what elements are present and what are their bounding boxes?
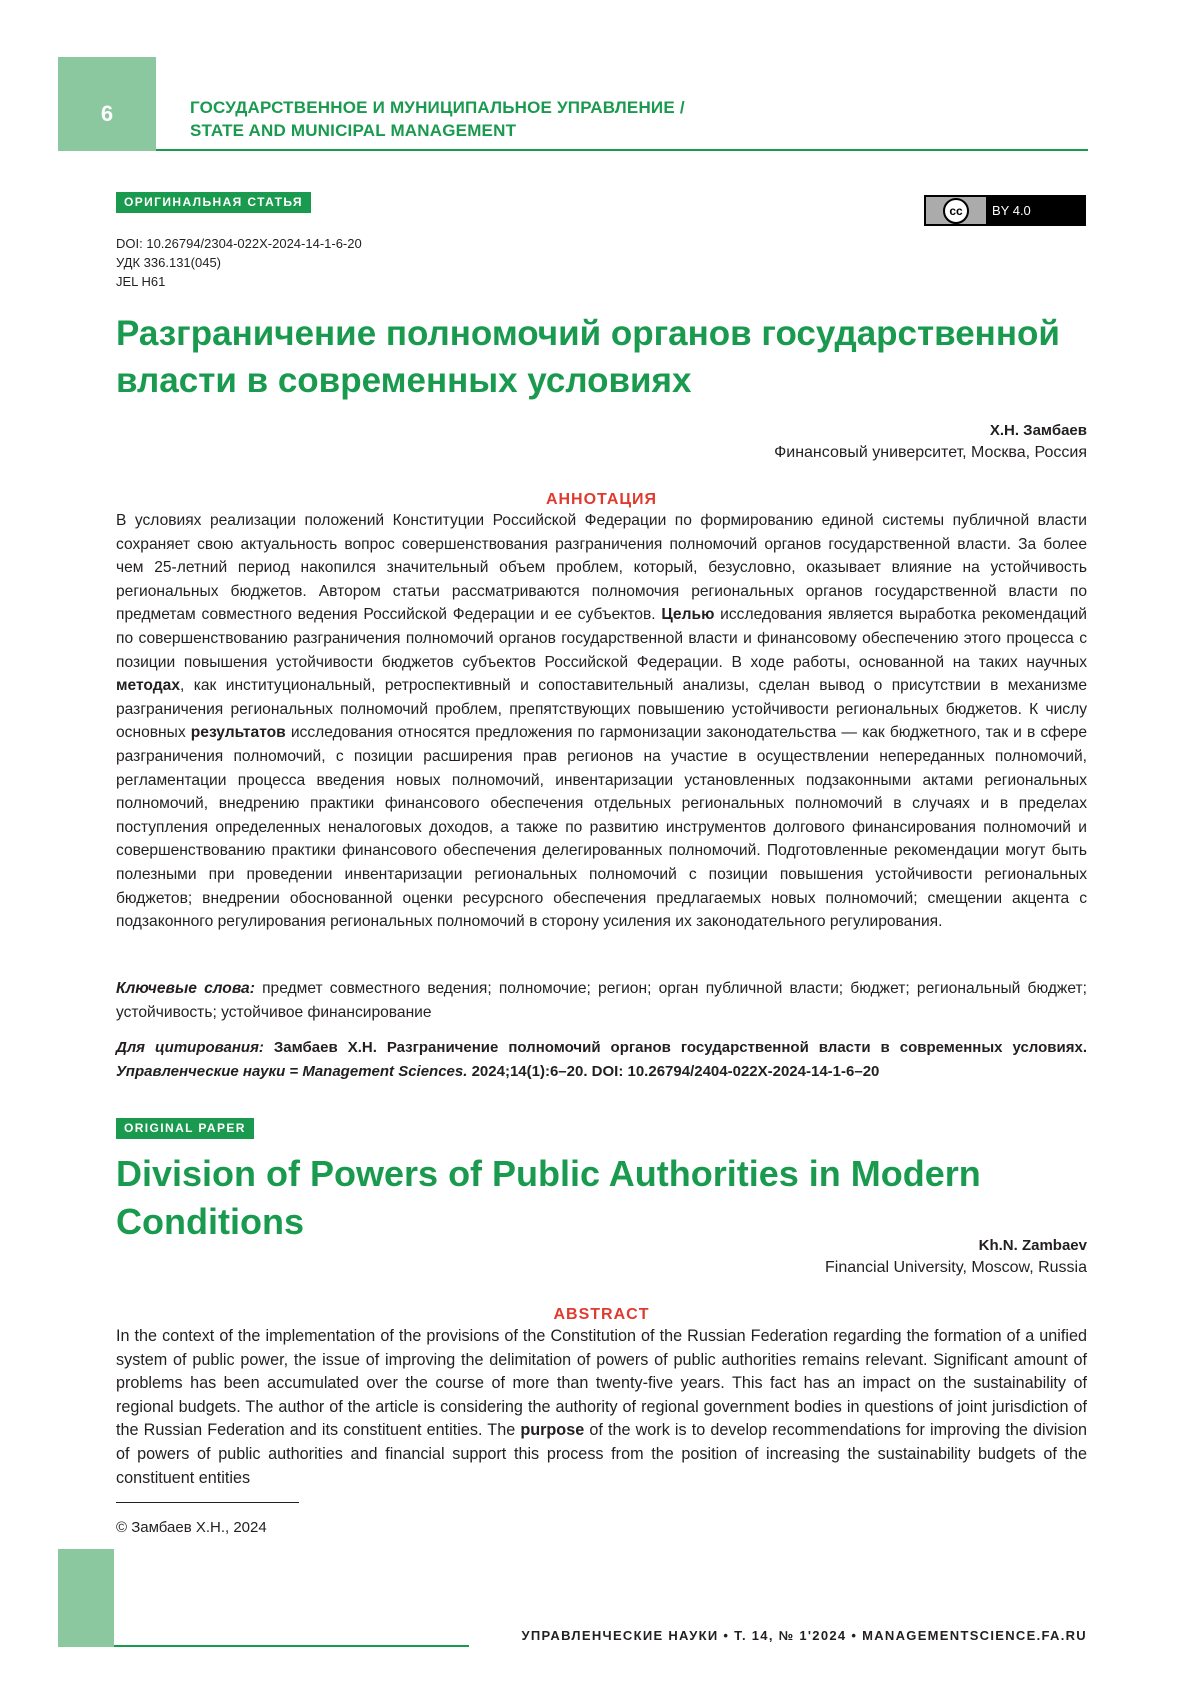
annotation-part-4: исследования относятся предложения по гармонизации законодательства — как бюджетного, так и в сфере разграничения полномочий, с позиции расширения прав регионов на участие в осуществлении непереданных полномочий, регламентации процесса введения новых полномочий, инвентаризации установленных подзаконными актами региональных полномочий, внедрению практики финансового обеспечения отдельных региональных полномочий в случаях и в пределах поступления определенных неналоговых доходов, а также по развитию инструментов долгового финансирования полномочий и совершенствованию практики финансового обеспечения делегированных полномочий. Подготовленные рекомендации могут быть полезными при проведении инвентаризации региональных полномочий с позиции повышения устойчивости региональных бюджетов; внедрении обоснованной оценки ресурсного обеспечения предлагаемых новых полномочий; смещении акцента с подзаконного регулирования региональных полномочий в сторону усиления их законодательного регулирования.	[116, 724, 1087, 931]
udk: УДК 336.131(045)	[116, 255, 222, 270]
abstract-part-1: In the context of the implementation of the provisions of the Constitution of the Russian Federation regarding the formation of a unified system of public power, the issue of improving the delimitation of powers of public authorities remains relevant. Significant amount of problems has been accumulated over the course of more than twenty-five years. This fact has an impact on the sustainability of regional budgets. The author of the article is considering the authority of regional government bodies in questions of joint jurisdiction of the Russian Federation and its constituent entities. The	[116, 1327, 1087, 1440]
citation-journal: Управленческие науки = Management Sciences.	[116, 1062, 468, 1080]
journal-section-heading	[190, 96, 1090, 142]
cc-license-badge[interactable]	[924, 195, 1086, 226]
footnote-divider	[116, 1502, 299, 1503]
author-block-en	[825, 1235, 1087, 1280]
citation-block	[116, 1036, 1087, 1083]
citation-text-2: 2024;14(1):6–20. DOI: 10.26794/2404-022X-2024-14-1-6–20	[467, 1062, 880, 1080]
article-type-badge-ru: ОРИГИНАЛЬНАЯ СТАТЬЯ	[116, 192, 311, 213]
annotation-part-2: исследования является выработка рекомендаций по совершенствованию разграничения полномочий органов государственной власти и финансовому обеспечению этого процесса с позиции повышения устойчивости бюджетов субъектов Российской Федерации. В ходе работы, основанной на таких научных	[116, 606, 1087, 671]
keywords-list: предмет совместного ведения; полномочие; регион; орган публичной власти; бюджет; региональный бюджет; устойчивость; устойчивое финансирование	[116, 980, 1087, 1021]
header-divider	[156, 149, 1088, 151]
author-block-ru	[774, 420, 1087, 465]
article-identifiers	[116, 234, 362, 291]
article-title-ru: Разграничение полномочий органов государственной власти в современных условиях	[116, 314, 1060, 400]
running-footer: УПРАВЛЕНЧЕСКИЕ НАУКИ • Т. 14, № 1'2024 • MANAGEMENTSCIENCE.FA.RU	[521, 1628, 1087, 1643]
annotation-bold-methods: методах	[116, 677, 180, 695]
abstract-heading: ABSTRACT	[553, 1306, 650, 1323]
footer-color-tab	[58, 1549, 114, 1647]
author-name-ru: Х.Н. Замбаев	[989, 422, 1087, 439]
cc-logo	[926, 197, 986, 224]
author-affiliation-ru: Финансовый университет, Москва, Россия	[774, 444, 1087, 461]
page-number: 6	[100, 101, 114, 126]
author-name-en: Kh.N. Zambaev	[978, 1237, 1087, 1254]
abstract-bold-purpose: purpose	[520, 1421, 585, 1440]
citation-text-1: Замбаев Х.Н. Разграничение полномочий органов государственной власти в современных условиях.	[263, 1039, 1087, 1056]
abstract-text	[116, 1325, 1087, 1490]
annotation-heading: АННОТАЦИЯ	[545, 491, 658, 508]
annotation-bold-goal: Целью	[661, 606, 715, 624]
doi: DOI: 10.26794/2304-022X-2024-14-1-6-20	[116, 236, 362, 251]
creative-commons-icon: cc	[943, 198, 969, 224]
author-affiliation-en: Financial University, Moscow, Russia	[824, 1259, 1087, 1276]
keywords-label: Ключевые слова:	[116, 980, 255, 997]
jel: JEL H61	[116, 274, 166, 289]
footer-divider	[114, 1645, 469, 1647]
annotation-text	[116, 509, 1087, 934]
citation-label: Для цитирования:	[116, 1039, 264, 1056]
journal-section-line-en: STATE AND MUNICIPAL MANAGEMENT	[190, 121, 517, 140]
article-type-badge-en: ORIGINAL PAPER	[116, 1118, 254, 1139]
annotation-part-1: В условиях реализации положений Конституции Российской Федерации по формированию единой системы публичной власти сохраняет свою актуальность вопрос совершенствования разграничения полномочий органов государственной власти. За более чем 25-летний период накопился значительный объем проблем, который, безусловно, оказывает влияние на устойчивость региональных бюджетов. Автором статьи рассматриваются полномочия региональных органов государственной власти по предметам совместного ведения Российской Федерации и ее субъектов.	[116, 512, 1087, 624]
journal-section-line-ru: ГОСУДАРСТВЕННОЕ И МУНИЦИПАЛЬНОЕ УПРАВЛЕНИЕ /	[190, 98, 685, 117]
annotation-part-3: , как институциональный, ретроспективный и сопоставительный анализы, сделан вывод о присутствии в механизме разграничения региональных полномочий проблем, препятствующих повышению устойчивости региональных бюджетов. К числу основных	[116, 677, 1087, 742]
keywords-ru	[116, 977, 1087, 1024]
cc-license-label: BY 4.0	[992, 203, 1031, 218]
copyright-notice: © Замбаев Х.Н., 2024	[116, 1519, 267, 1536]
article-title-en: Division of Powers of Public Authorities in Modern Conditions	[116, 1153, 981, 1242]
abstract-part-2: of the work is to develop recommendations for improving the division of powers of public authorities and financial support this process from the position of increasing the sustainability budgets of the constituent entities	[116, 1421, 1087, 1487]
annotation-bold-results: результатов	[190, 724, 286, 742]
